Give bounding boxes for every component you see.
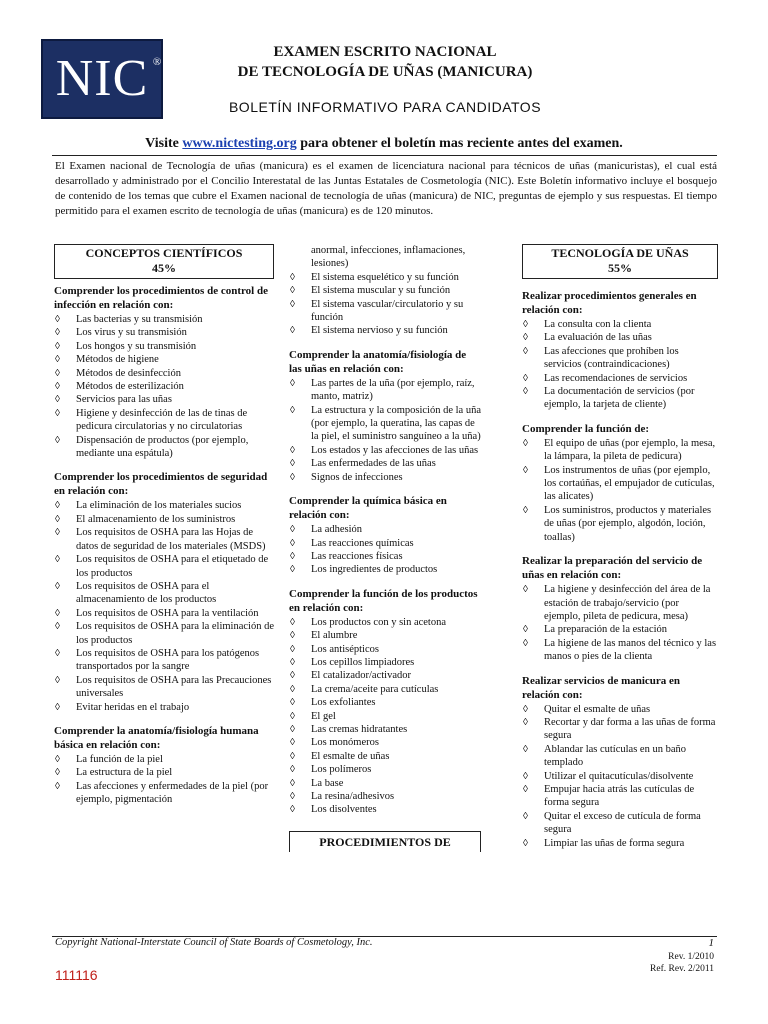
diamond-bullet-icon: ◊	[290, 524, 295, 536]
section-heading: Comprender la función de:	[522, 422, 650, 435]
diamond-bullet-icon: ◊	[290, 697, 295, 709]
diamond-bullet-icon: ◊	[523, 770, 528, 782]
list-item	[54, 393, 274, 406]
list-item	[522, 504, 718, 544]
diamond-bullet-icon: ◊	[290, 377, 295, 389]
website-link[interactable]: www.nictesting.org	[182, 136, 297, 151]
list-item-text: Las reacciones químicas	[311, 537, 414, 549]
diamond-bullet-icon: ◊	[290, 737, 295, 749]
diamond-bullet-icon: ◊	[290, 750, 295, 762]
list-item	[54, 513, 274, 526]
list-item-text: Quitar el exceso de cutícula de forma segura	[544, 810, 701, 836]
list-item-text: Los requisitos de OSHA para los patógenos transportados por la sangre	[76, 647, 260, 673]
list-item-text: Los cepillos limpiadores	[311, 656, 415, 668]
diamond-bullet-icon: ◊	[55, 327, 60, 339]
list-item-text: Los virus y su transmisión	[76, 327, 187, 339]
list-item	[289, 790, 481, 803]
list-item-text: Higiene y desinfección de las de tinas de pedicura circulatorias y no circulatorias	[76, 407, 248, 433]
intro-paragraph: El Examen nacional de Tecnología de uñas (manicura) es el examen de licenciatura nacional para técnicos de uñas (manicuristas), el cual está desarrollado y administrado por el Concilio Interestatal de las Juntas Estatales de Cosmetología (NIC). Este Boletín informativo incluye el bosquejo de contenido de los temas que cubre el Examen nacional de tecnología de uñas (manicura) de NIC, preguntas de ejemplo y sus respuestas. El tiempo permitido para el examen escrito de tecnología de uñas (manicura) es de 120 minutos.	[55, 160, 717, 217]
list-item	[54, 367, 274, 380]
list-item-text: Métodos de higiene	[76, 354, 159, 366]
bullet-list	[289, 523, 481, 577]
section-heading: Comprender la función de los productos en relación con:	[289, 587, 478, 614]
revision-2: Ref. Rev. 2/2011	[650, 964, 714, 974]
list-item	[289, 298, 481, 325]
list-item	[522, 464, 718, 504]
list-item	[522, 703, 718, 716]
section-heading: Comprender la química básica en relación con:	[289, 495, 447, 522]
list-item	[522, 770, 718, 783]
list-item-text: Los requisitos de OSHA para el etiquetado de los productos	[76, 554, 269, 579]
list-item-text: Los monómeros	[311, 737, 379, 749]
list-item-text: La resina/adhesivos	[311, 791, 395, 802]
list-item-text: Los instrumentos de uñas (por ejemplo, los cortaúñas, el empujador de cutículas, las alicates)	[544, 464, 715, 503]
box-percentage: 55%	[608, 261, 632, 275]
list-item	[289, 537, 481, 550]
list-item	[289, 324, 481, 337]
diamond-bullet-icon: ◊	[523, 504, 528, 516]
list-item	[289, 643, 481, 656]
list-item	[289, 696, 481, 709]
diamond-bullet-icon: ◊	[55, 780, 60, 792]
list-item	[289, 444, 481, 457]
diamond-bullet-icon: ◊	[55, 513, 60, 525]
list-item-text: Signos de infecciones	[311, 471, 403, 483]
section-heading: Realizar servicios de manicura en relación con:	[522, 674, 681, 701]
list-item-text: El almacenamiento de los suministros	[76, 513, 236, 525]
diamond-bullet-icon: ◊	[55, 607, 60, 619]
list-item-text: Los requisitos de OSHA para la ventilación	[76, 607, 259, 619]
bullet-list	[289, 377, 481, 484]
list-item-text: Los requisitos de OSHA para las Hojas de datos de seguridad de los materiales (MSDS)	[76, 527, 266, 552]
list-item-text: Los antisépticos	[311, 643, 379, 655]
visit-prefix: Visite	[145, 136, 183, 151]
list-item	[522, 783, 718, 810]
list-item	[289, 763, 481, 776]
diamond-bullet-icon: ◊	[55, 407, 60, 419]
registered-mark: ®	[152, 56, 163, 68]
section-heading: Realizar procedimientos generales en relación con:	[522, 290, 697, 316]
diamond-bullet-icon: ◊	[55, 314, 60, 325]
column-nail-technology	[522, 244, 718, 850]
diamond-bullet-icon: ◊	[523, 783, 528, 795]
bullet-list	[289, 271, 481, 338]
diamond-bullet-icon: ◊	[290, 458, 295, 470]
list-item	[289, 271, 481, 284]
diamond-bullet-icon: ◊	[290, 656, 295, 668]
list-item-text: La eliminación de los materiales sucios	[76, 500, 242, 512]
diamond-bullet-icon: ◊	[290, 404, 295, 416]
diamond-bullet-icon: ◊	[290, 285, 295, 297]
diamond-bullet-icon: ◊	[523, 464, 528, 476]
list-item-text: Limpiar las uñas de forma segura	[544, 837, 685, 849]
diamond-bullet-icon: ◊	[55, 500, 60, 512]
list-item-text: El catalizador/activador	[311, 670, 411, 682]
diamond-bullet-icon: ◊	[55, 381, 60, 393]
list-item	[522, 623, 718, 636]
list-item-text: Las partes de la uña (por ejemplo, raíz, manto, matriz)	[311, 377, 475, 403]
list-item-text: La higiene y desinfección del área de la estación de trabajo/servicio (por ejemplo, pileta de pedicura, mesa)	[544, 584, 711, 622]
list-item	[522, 372, 718, 385]
list-item-text: Los requisitos de OSHA para el almacenamiento de los productos	[76, 580, 217, 606]
list-item	[54, 674, 274, 701]
list-item-text: El esmalte de uñas	[311, 750, 390, 762]
list-item-text: El gel	[311, 710, 336, 722]
list-item-text: La adhesión	[311, 524, 363, 536]
list-item-text: Los polímeros	[311, 764, 372, 776]
list-item	[289, 803, 481, 816]
list-item	[289, 404, 481, 444]
diamond-bullet-icon: ◊	[290, 791, 295, 802]
list-item-text: Los exfoliantes	[311, 697, 376, 709]
list-item-text: Las bacterias y su transmisión	[76, 314, 203, 325]
list-item	[54, 701, 274, 714]
list-item-text: Las afecciones y enfermedades de la piel (por ejemplo, pigmentación	[76, 780, 269, 806]
list-item	[289, 616, 481, 629]
diamond-bullet-icon: ◊	[523, 743, 528, 755]
list-item-text: Las enfermedades de las uñas	[311, 458, 436, 470]
list-item	[289, 723, 481, 736]
bullet-list	[522, 703, 718, 850]
list-item	[289, 457, 481, 470]
copyright: Copyright National-Interstate Council of State Boards of Cosmetology, Inc.	[55, 937, 373, 948]
list-item-text: Recortar y dar forma a las uñas de forma segura	[544, 716, 716, 742]
section-box-nail-technology	[522, 244, 718, 279]
list-item	[522, 331, 718, 344]
list-item	[289, 471, 481, 484]
list-item	[522, 716, 718, 743]
list-item-text: Los requisitos de OSHA para la eliminación de los productos	[76, 621, 274, 646]
box-title: TECNOLOGÍA DE UÑAS	[551, 246, 689, 260]
diamond-bullet-icon: ◊	[290, 564, 295, 576]
section-heading: Comprender la anatomía/fisiología humana básica en relación con:	[54, 724, 259, 751]
diamond-bullet-icon: ◊	[523, 345, 528, 357]
list-item-text: El sistema esquelético y su función	[311, 271, 459, 283]
visit-suffix: para obtener el boletín mas reciente antes del examen.	[296, 136, 623, 151]
list-item	[54, 499, 274, 512]
list-item-text: Empujar hacia atrás las cutículas de forma segura	[544, 783, 695, 809]
list-item-text: Quitar el esmalte de uñas	[544, 703, 651, 715]
bullet-list	[289, 616, 481, 817]
diamond-bullet-icon: ◊	[523, 703, 528, 715]
list-item	[54, 647, 274, 674]
diamond-bullet-icon: ◊	[290, 723, 295, 735]
diamond-bullet-icon: ◊	[290, 537, 295, 549]
list-item	[522, 437, 718, 464]
list-item-text: La estructura de la piel	[76, 767, 173, 779]
list-item	[54, 340, 274, 353]
list-item-text: Las reacciones físicas	[311, 550, 403, 562]
diamond-bullet-icon: ◊	[290, 298, 295, 310]
section-heading: Comprender los procedimientos de seguridad en relación con:	[54, 471, 268, 498]
list-item-text: La documentación de servicios (por ejemplo, la tarjeta de cliente)	[544, 386, 695, 411]
diamond-bullet-icon: ◊	[290, 683, 295, 695]
diamond-bullet-icon: ◊	[523, 437, 528, 449]
list-item-text: Métodos de desinfección	[76, 367, 181, 379]
diamond-bullet-icon: ◊	[523, 584, 528, 596]
list-item	[54, 380, 274, 393]
list-item	[289, 777, 481, 790]
diamond-bullet-icon: ◊	[290, 444, 295, 456]
diamond-bullet-icon: ◊	[523, 810, 528, 822]
list-item	[522, 743, 718, 770]
diamond-bullet-icon: ◊	[523, 837, 528, 849]
list-item-text: Las recomendaciones de servicios	[544, 372, 688, 384]
title-line-1: EXAMEN ESCRITO NACIONAL	[273, 44, 497, 60]
diamond-bullet-icon: ◊	[290, 670, 295, 682]
diamond-bullet-icon: ◊	[55, 701, 60, 713]
diamond-bullet-icon: ◊	[523, 637, 528, 649]
list-item	[522, 637, 718, 664]
diamond-bullet-icon: ◊	[290, 764, 295, 776]
list-item-text: La preparación de la estación	[544, 624, 668, 636]
list-item	[522, 810, 718, 837]
column-scientific-concepts	[54, 244, 274, 807]
diamond-bullet-icon: ◊	[55, 580, 60, 592]
column-middle	[289, 244, 481, 852]
list-item-text: Evitar heridas en el trabajo	[76, 701, 190, 713]
list-item	[289, 377, 481, 404]
list-item-text: Los suministros, productos y materiales de uñas (por ejemplo, algodón, loción, toallas)	[544, 504, 712, 543]
diamond-bullet-icon: ◊	[290, 550, 295, 562]
list-item-text: Las afecciones que prohíben los servicios (contraindicaciones)	[544, 345, 679, 371]
diamond-bullet-icon: ◊	[290, 710, 295, 722]
list-item	[522, 385, 718, 412]
bullet-list	[522, 583, 718, 663]
diamond-bullet-icon: ◊	[523, 372, 528, 384]
diamond-bullet-icon: ◊	[523, 319, 528, 330]
list-item-text: Utilizar el quitacutículas/disolvente	[544, 770, 694, 782]
list-item	[289, 284, 481, 297]
nic-logo	[41, 39, 163, 119]
logo-text: NIC ®	[55, 50, 163, 107]
list-item	[54, 353, 274, 366]
section-heading: Comprender la anatomía/fisiología de las uñas en relación con:	[289, 348, 467, 375]
list-item	[522, 318, 718, 331]
diamond-bullet-icon: ◊	[290, 643, 295, 655]
diamond-bullet-icon: ◊	[290, 471, 295, 483]
title-line-2: DE TECNOLOGÍA DE UÑAS (MANICURA)	[237, 64, 533, 80]
bullet-list	[54, 753, 274, 807]
diamond-bullet-icon: ◊	[55, 621, 60, 633]
list-item-text: Métodos de esterilización	[76, 381, 184, 393]
list-item	[522, 345, 718, 372]
list-item	[54, 580, 274, 607]
list-item	[289, 710, 481, 723]
list-item-text: La estructura y la composición de la uña (por ejemplo, la queratina, las capas de la piel, el suministro sanguíneo a la uña)	[311, 404, 481, 443]
diamond-bullet-icon: ◊	[55, 647, 60, 659]
diamond-bullet-icon: ◊	[55, 674, 60, 686]
list-item	[289, 550, 481, 563]
diamond-bullet-icon: ◊	[290, 325, 295, 337]
list-item	[289, 669, 481, 682]
page-number: 1	[708, 937, 714, 949]
diamond-bullet-icon: ◊	[290, 630, 295, 642]
subtitle: BOLETÍN INFORMATIVO PARA CANDIDATOS	[228, 99, 542, 115]
bullet-list	[522, 318, 718, 412]
list-item	[54, 553, 274, 580]
list-item-text: La crema/aceite para cutículas	[311, 683, 439, 695]
bullet-list	[522, 437, 718, 544]
bullet-list	[54, 313, 274, 460]
list-item-text: Los hongos y su transmisión	[76, 340, 197, 352]
list-item	[522, 583, 718, 623]
section-heading: Realizar la preparación del servicio de uñas en relación con:	[522, 555, 703, 582]
diamond-bullet-icon: ◊	[55, 340, 60, 352]
list-item	[289, 736, 481, 749]
diamond-bullet-icon: ◊	[523, 624, 528, 636]
list-item-text: El equipo de uñas (por ejemplo, la mesa, la lámpara, la pileta de pedicura)	[544, 437, 716, 463]
list-item	[289, 523, 481, 536]
diamond-bullet-icon: ◊	[55, 394, 60, 406]
list-item	[54, 526, 274, 553]
list-item	[522, 837, 718, 850]
diamond-bullet-icon: ◊	[55, 354, 60, 366]
section-box-scientific-concepts	[54, 244, 274, 279]
diamond-bullet-icon: ◊	[523, 332, 528, 344]
list-item-text: Las cremas hidratantes	[311, 723, 408, 735]
diamond-bullet-icon: ◊	[55, 554, 60, 566]
list-item	[54, 326, 274, 339]
list-item	[289, 656, 481, 669]
list-item-text: Los productos con y sin acetona	[311, 616, 447, 628]
diamond-bullet-icon: ◊	[55, 434, 60, 446]
box-title: CONCEPTOS CIENTÍFICOS	[85, 246, 243, 260]
list-item	[54, 607, 274, 620]
diamond-bullet-icon: ◊	[55, 367, 60, 379]
list-item-text: La evaluación de las uñas	[544, 332, 652, 344]
list-item	[289, 629, 481, 642]
list-item	[289, 683, 481, 696]
list-item-text: Servicios para las uñas	[76, 394, 172, 406]
list-item-text: Los ingredientes de productos	[311, 564, 438, 576]
list-item-text: La función de la piel	[76, 753, 163, 765]
list-item-text: Ablandar las cutículas en un baño templado	[544, 743, 686, 769]
list-item-text: Los estados y las afecciones de las uñas	[311, 444, 479, 456]
list-item	[289, 563, 481, 576]
section-heading: Comprender los procedimientos de control de infección en relación con:	[54, 285, 268, 311]
diamond-bullet-icon: ◊	[55, 753, 60, 765]
continued-text: anormal, infecciones, inflamaciones, lesiones)	[311, 245, 466, 270]
list-item-text: La higiene de las manos del técnico y las manos o pies de la clienta	[544, 637, 717, 663]
header-divider	[52, 155, 717, 156]
document-code: 111116	[55, 967, 98, 983]
list-item	[54, 766, 274, 779]
list-item	[289, 750, 481, 763]
list-item-text: El alumbre	[311, 630, 358, 642]
list-item-text: Dispensación de productos (por ejemplo, mediante una espátula)	[76, 434, 249, 460]
list-item	[54, 780, 274, 807]
list-item-text: Los requisitos de OSHA para las Precauciones universales	[76, 674, 272, 700]
diamond-bullet-icon: ◊	[290, 616, 295, 628]
bullet-list	[54, 499, 274, 714]
list-item-text: Los disolventes	[311, 804, 377, 816]
list-item-text: La base	[311, 777, 344, 789]
diamond-bullet-icon: ◊	[55, 527, 60, 539]
list-item	[54, 753, 274, 766]
diamond-bullet-icon: ◊	[290, 271, 295, 283]
list-item-text: El sistema nervioso y su función	[311, 325, 448, 337]
list-item	[54, 434, 274, 461]
box-percentage: 45%	[152, 261, 176, 275]
revision-1: Rev. 1/2010	[668, 952, 714, 962]
list-item	[54, 313, 274, 326]
diamond-bullet-icon: ◊	[523, 716, 528, 728]
section-box-procedures: PROCEDIMIENTOS DE	[289, 831, 481, 852]
visit-line	[0, 136, 768, 152]
list-item-text: El sistema vascular/circulatorio y su función	[311, 298, 464, 324]
diamond-bullet-icon: ◊	[290, 777, 295, 789]
list-item	[54, 620, 274, 647]
list-item-text: El sistema muscular y su función	[311, 285, 451, 297]
list-item	[54, 407, 274, 434]
diamond-bullet-icon: ◊	[523, 386, 528, 398]
list-item-text: La consulta con la clienta	[544, 319, 652, 330]
diamond-bullet-icon: ◊	[55, 767, 60, 779]
diamond-bullet-icon: ◊	[290, 804, 295, 816]
